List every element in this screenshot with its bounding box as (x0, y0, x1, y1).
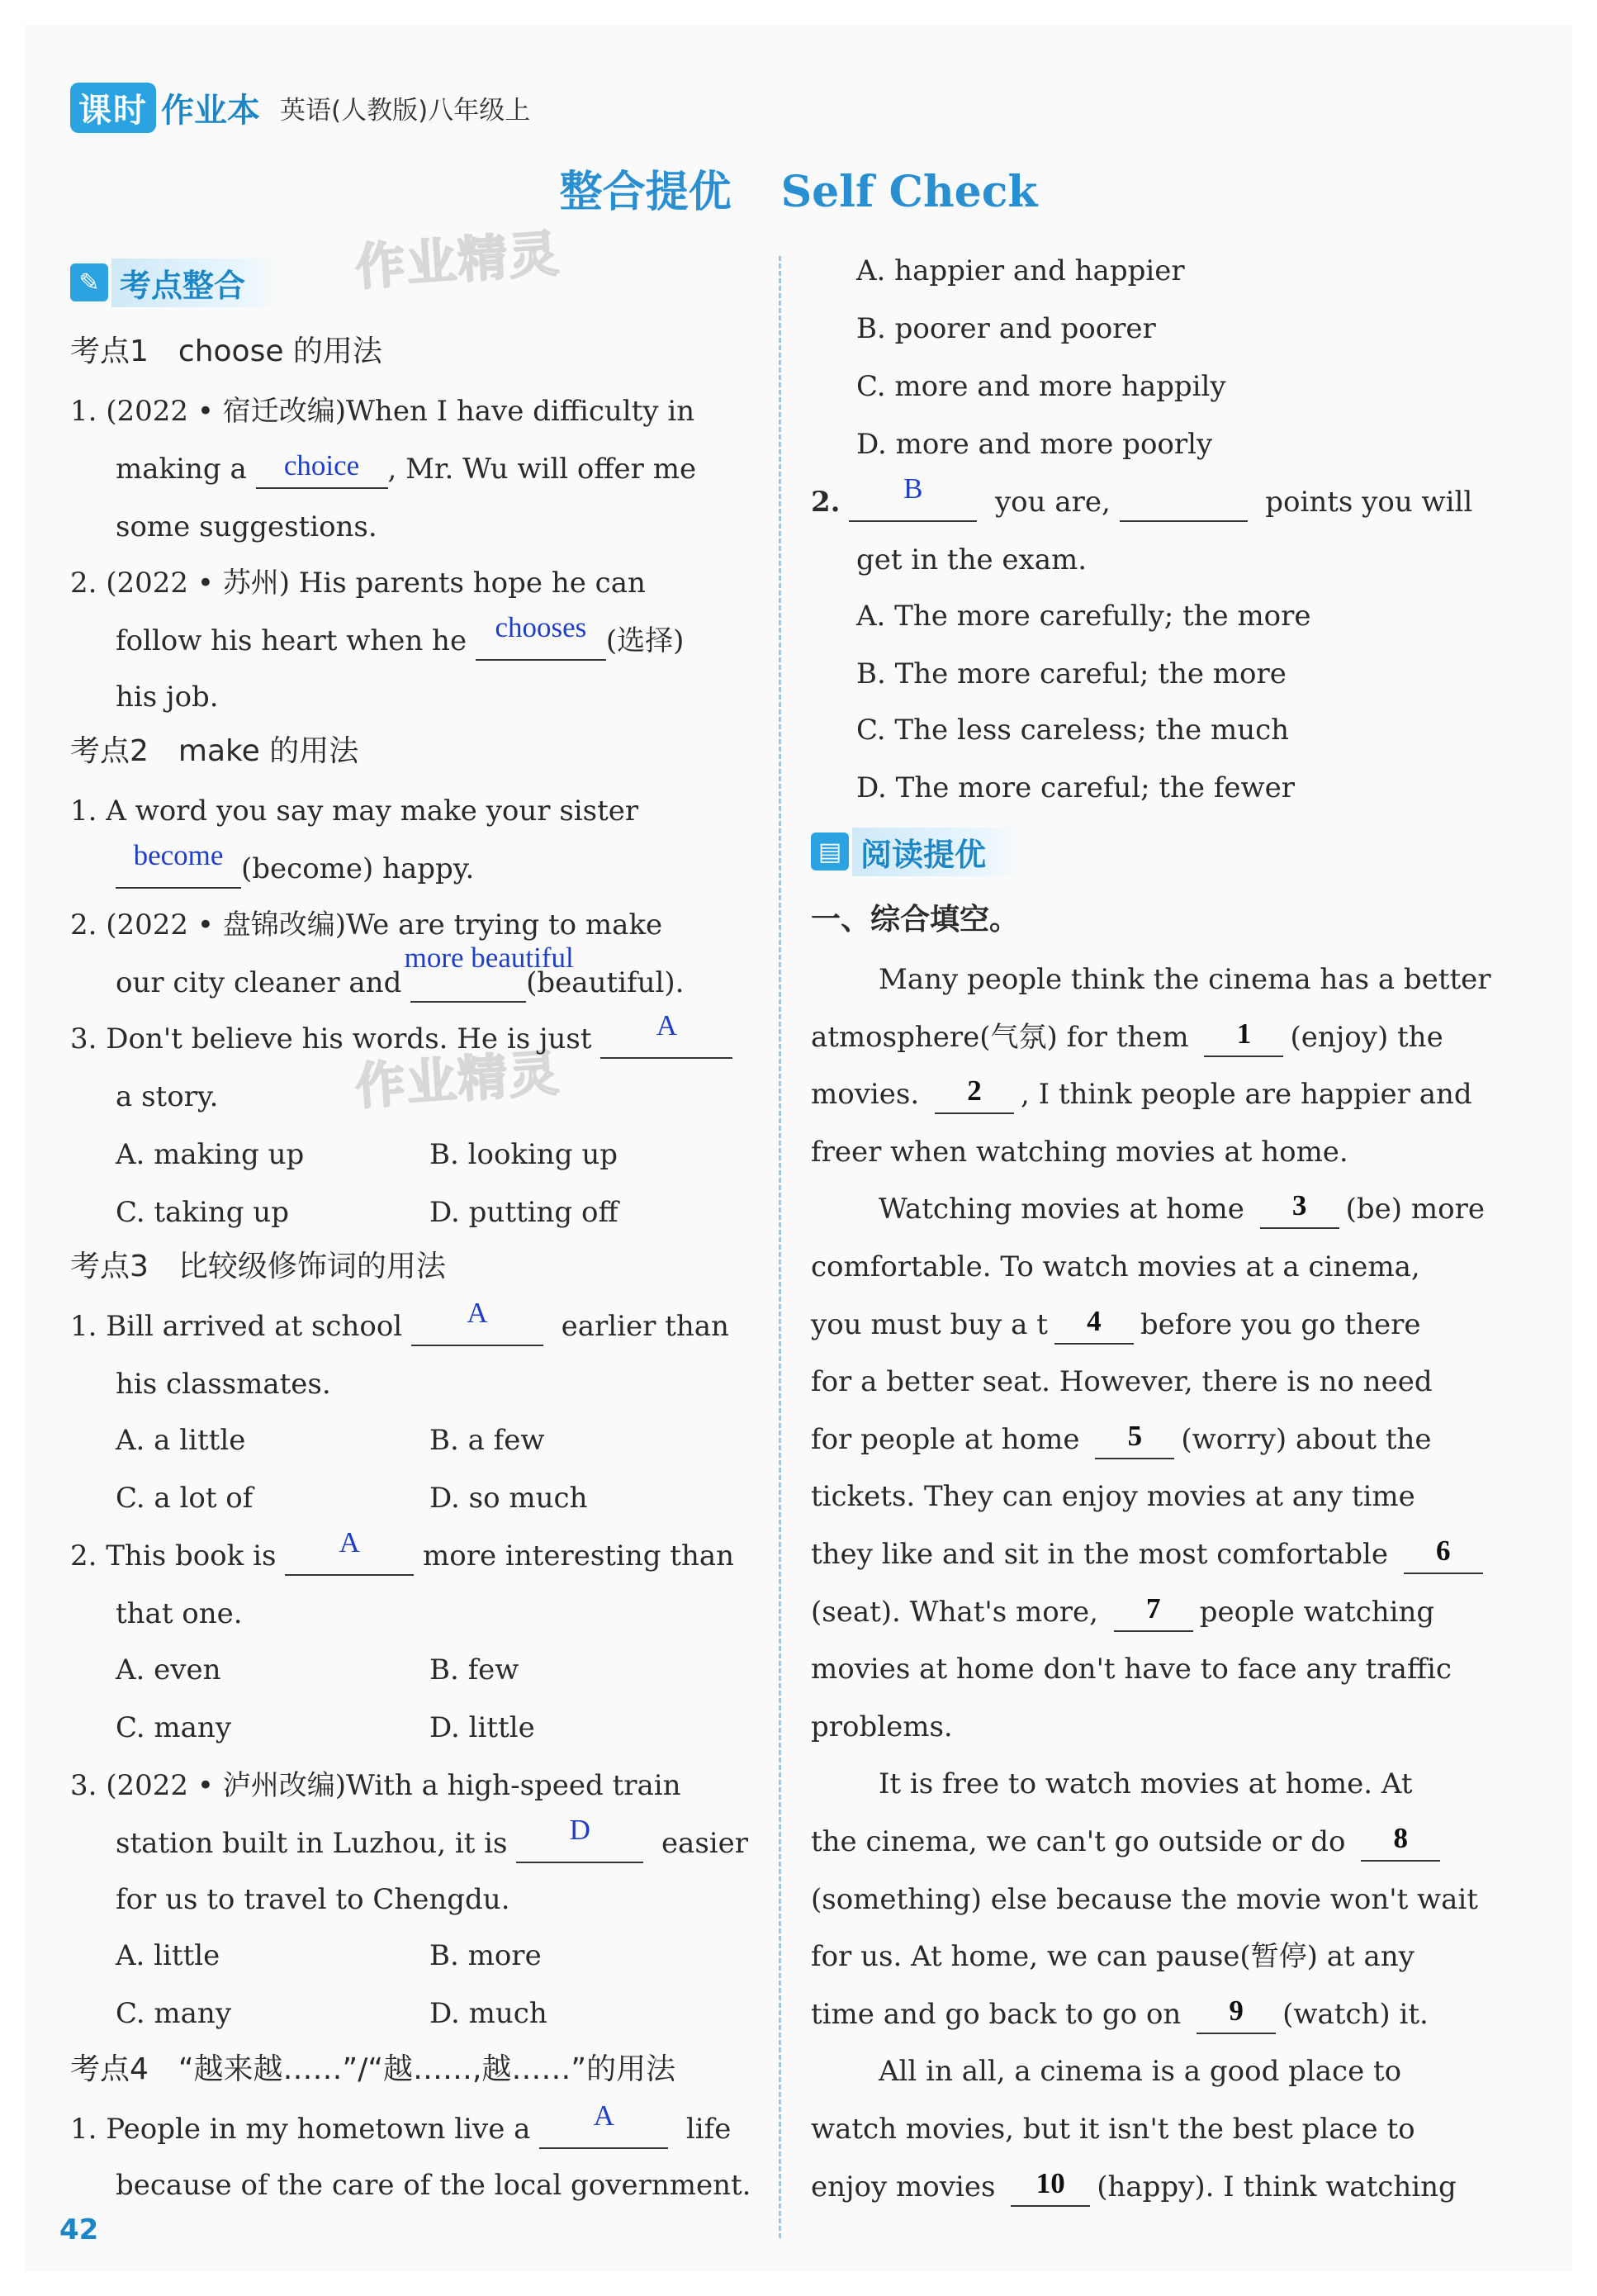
passage-line: watch movies, but it isn't the best place to (811, 2113, 1415, 2146)
option[interactable]: C. more and more happily (856, 370, 1226, 403)
handwritten-answer: A (656, 1009, 677, 1041)
handwritten-answer: become (133, 839, 224, 871)
answer-blank[interactable] (1120, 484, 1248, 522)
header (70, 81, 530, 134)
badge-label: 阅读提优 (852, 828, 1019, 876)
question-line: that one. (116, 1597, 243, 1630)
option[interactable]: D. The more careful; the fewer (856, 771, 1296, 804)
blank-number: 7 (1145, 1592, 1161, 1625)
passage-line: they like and sit in the most comfortable 6 (811, 1536, 1495, 1574)
section-title (0, 157, 1597, 219)
handwritten-answer: A (593, 2099, 614, 2132)
section-badge (70, 260, 278, 305)
passage-line: (something) else because the movie won't wait (811, 1883, 1478, 1916)
passage-line: the cinema, we can't go outside or do 8 (811, 1824, 1495, 1862)
answer-blank[interactable] (1361, 1824, 1440, 1862)
passage-line: you must buy a t 4 before you go there (811, 1307, 1495, 1345)
question-line: 1. (2022 • 宿迁改编)When I have difficulty in (70, 395, 695, 428)
question-line: 1. Bill arrived at school A earlier than (70, 1308, 729, 1346)
question-line: station built in Luzhou, it is D easier (116, 1825, 748, 1863)
option[interactable]: D. more and more poorly (856, 428, 1213, 461)
blank-number: 2 (967, 1074, 982, 1107)
passage-line: It is free to watch movies at home. At (879, 1767, 1413, 1800)
blank-number: 10 (1035, 2167, 1065, 2199)
question-line: 1. A word you say may make your sister (70, 795, 639, 828)
answer-blank[interactable] (1095, 1421, 1174, 1459)
handwritten-answer: A (339, 1526, 360, 1558)
logo (70, 83, 260, 133)
watermark: 作业精灵 (353, 225, 562, 297)
section-badge (811, 829, 1019, 874)
passage-line: movies. 2 , I think people are happier and (811, 1076, 1495, 1114)
answer-blank[interactable] (1197, 1996, 1276, 2034)
option[interactable]: C. a lot of (116, 1482, 254, 1515)
question-line: follow his heart when he chooses (选择) (116, 623, 684, 661)
question-line: because of the care of the local government. (116, 2169, 751, 2202)
page-number: 42 (59, 2213, 99, 2246)
option[interactable]: B. poorer and poorer (856, 312, 1156, 345)
answer-blank[interactable] (1054, 1307, 1134, 1345)
option[interactable]: D. much (429, 1997, 547, 2030)
passage-line: comfortable. To watch movies at a cinema, (811, 1250, 1420, 1283)
answer-blank[interactable] (404, 942, 574, 1003)
option[interactable]: A. little (116, 1939, 220, 1972)
question-line: his classmates. (116, 1368, 331, 1401)
option[interactable]: D. so much (429, 1482, 588, 1515)
handwritten-answer: B (903, 472, 923, 505)
blank-number: 1 (1236, 1018, 1252, 1050)
answer-blank[interactable] (411, 1297, 543, 1346)
passage-line: freer when watching movies at home. (811, 1136, 1348, 1169)
passage-line: time and go back to go on 9 (watch) it. (811, 1996, 1495, 2034)
option[interactable]: C. many (116, 1997, 232, 2030)
handwritten-answer: A (467, 1297, 488, 1329)
option[interactable]: B. more (429, 1939, 542, 1972)
answer-blank[interactable] (1204, 1019, 1283, 1057)
blank-number: 6 (1436, 1535, 1451, 1567)
answer-blank[interactable] (516, 1814, 643, 1863)
option[interactable]: B. a few (429, 1424, 545, 1457)
question-line: get in the exam. (856, 543, 1088, 576)
column-divider (779, 256, 781, 2238)
passage-line: for people at home 5 (worry) about the (811, 1421, 1495, 1459)
option[interactable]: A. even (116, 1653, 221, 1686)
option[interactable]: C. The less careless; the much (856, 714, 1290, 747)
passage-line: (seat). What's more, 7 people watching (811, 1594, 1495, 1632)
blank-number: 4 (1087, 1305, 1102, 1337)
option[interactable]: D. little (429, 1711, 535, 1744)
question-line: 2. (2022 • 苏州) His parents hope he can (70, 567, 646, 600)
pencil-icon: ✎ (70, 263, 108, 301)
option[interactable]: D. putting off (429, 1196, 618, 1229)
question-line: 1. People in my hometown live a A life (70, 2111, 731, 2149)
question-line: a story. (116, 1080, 219, 1113)
passage-line: All in all, a cinema is a good place to (879, 2055, 1402, 2088)
answer-blank[interactable] (935, 1076, 1014, 1114)
question-line: making a choice , Mr. Wu will offer me (116, 451, 696, 489)
option[interactable]: B. looking up (429, 1138, 618, 1171)
option[interactable]: B. few (429, 1653, 519, 1686)
blank-number: 3 (1291, 1189, 1307, 1222)
question-line: 3. Don't believe his words. He is just A (70, 1021, 732, 1059)
passage-line: movies at home don't have to face any traffic (811, 1653, 1452, 1686)
handwritten-answer: D (569, 1814, 590, 1846)
question-line: 2. This book is A more interesting than (70, 1538, 734, 1576)
option[interactable]: B. The more careful; the more (856, 657, 1287, 690)
book-title: 英语(人教版)八年级上 (280, 95, 531, 126)
answer-blank[interactable] (600, 1009, 732, 1059)
answer-blank[interactable] (285, 1526, 414, 1576)
question-line: his job. (116, 681, 219, 714)
option[interactable]: C. many (116, 1711, 232, 1744)
answer-blank[interactable] (116, 839, 241, 889)
point-title: 考点1 choose 的用法 (70, 334, 382, 368)
question-line: 3. (2022 • 泸州改编)With a high-speed train (70, 1769, 681, 1802)
passage-line: enjoy movies 10 (happy). I think watching (811, 2169, 1495, 2207)
option[interactable]: A. happier and happier (856, 254, 1185, 287)
question-line: 2. B you are, points you will (811, 484, 1472, 522)
part-title: 一、综合填空。 (811, 903, 1020, 937)
blank-number: 8 (1393, 1822, 1409, 1854)
passage-line: tickets. They can enjoy movies at any time (811, 1480, 1415, 1513)
question-line: 2. (2022 • 盘锦改编)We are trying to make (70, 908, 663, 942)
answer-blank[interactable] (256, 451, 388, 489)
question-line: some suggestions. (116, 510, 377, 543)
badge-label: 考点整合 (111, 259, 278, 307)
blank-number: 9 (1229, 1995, 1244, 2027)
passage-line: atmosphere(气氛) for them 1 (enjoy) the (811, 1019, 1495, 1057)
watermark: 作业精灵 (353, 1044, 562, 1117)
section-title-cn: 整合提优 (559, 168, 732, 217)
answer-blank[interactable] (1011, 2169, 1090, 2207)
passage-line: problems. (811, 1710, 953, 1743)
section-title-en: Self Check (780, 167, 1038, 217)
answer-blank[interactable] (476, 611, 606, 661)
question-line: our city cleaner and more beautiful (beautiful). (116, 965, 684, 1003)
blank-number: 5 (1127, 1420, 1143, 1452)
handwritten-answer: more beautiful (404, 942, 574, 974)
book-icon: ▤ (811, 833, 849, 870)
answer-blank[interactable] (1114, 1594, 1193, 1632)
answer-blank[interactable] (539, 2099, 668, 2149)
logo-box: 课时 (70, 83, 156, 133)
passage-line: Watching movies at home 3 (be) more (879, 1191, 1495, 1229)
passage-line: for a better seat. However, there is no need (811, 1365, 1433, 1398)
answer-blank[interactable] (849, 472, 977, 522)
option[interactable]: A. a little (116, 1424, 246, 1457)
handwritten-answer: chooses (495, 611, 587, 643)
answer-blank[interactable] (1404, 1536, 1483, 1574)
point-title: 考点2 make 的用法 (70, 734, 359, 768)
option[interactable]: A. making up (116, 1138, 305, 1171)
option[interactable]: A. The more carefully; the more (856, 600, 1311, 633)
passage-line: Many people think the cinema has a better (879, 963, 1491, 996)
passage-line: for us. At home, we can pause(暂停) at any (811, 1940, 1415, 1973)
question-line: become (become) happy. (116, 851, 474, 889)
logo-text: 作业本 (161, 91, 260, 130)
question-line: for us to travel to Chengdu. (116, 1883, 510, 1916)
handwritten-answer: choice (283, 449, 360, 481)
point-title: 考点3 比较级修饰词的用法 (70, 1250, 446, 1283)
option[interactable]: C. taking up (116, 1196, 289, 1229)
point-title: 考点4 “越来越……”/“越……,越……”的用法 (70, 2052, 676, 2086)
answer-blank[interactable] (1260, 1191, 1339, 1229)
